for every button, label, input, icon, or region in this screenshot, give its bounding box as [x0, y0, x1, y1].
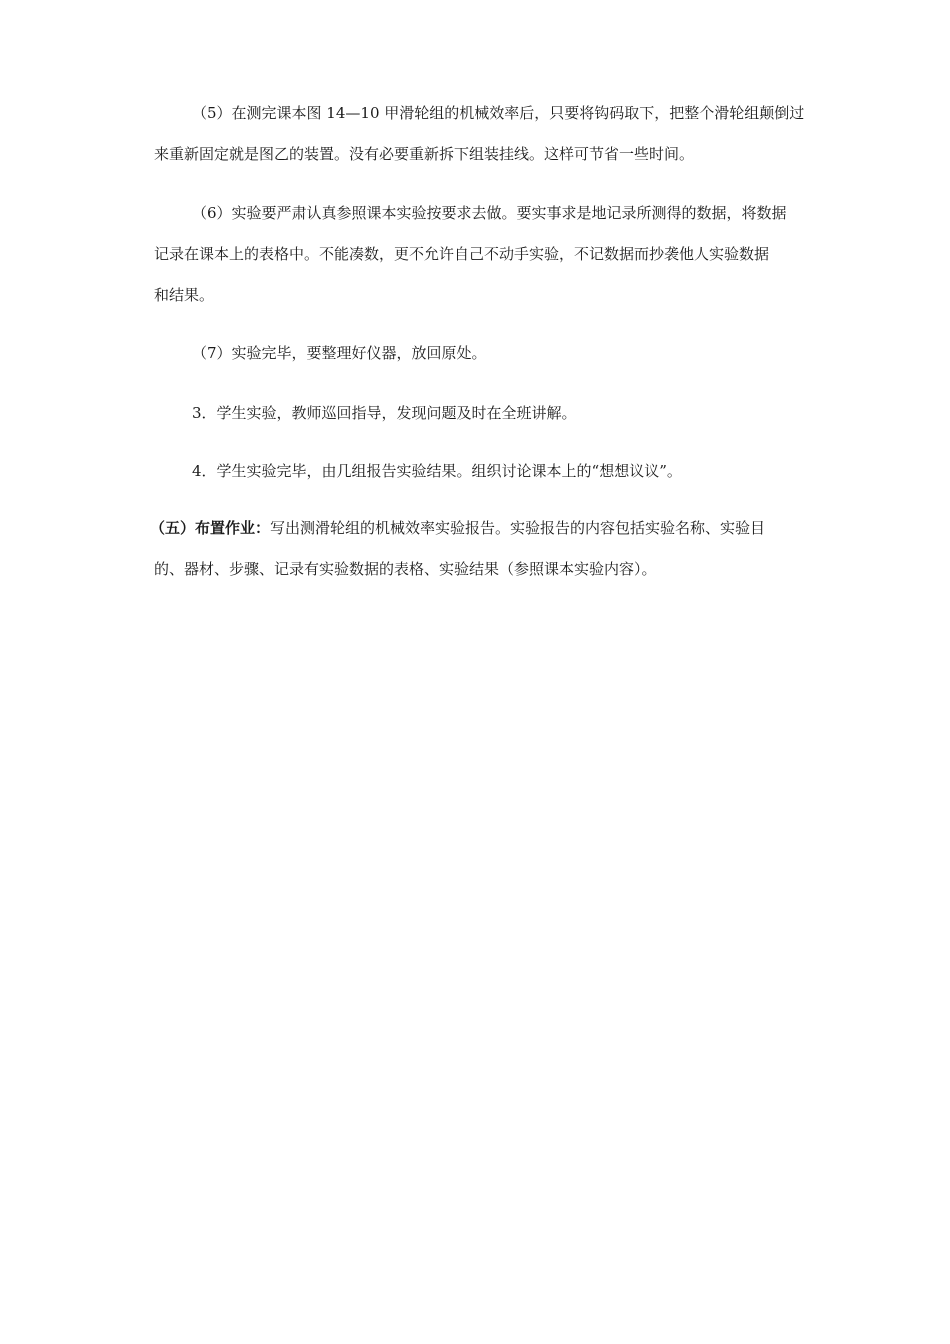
text-line: 3．学生实验，教师巡回指导，发现问题及时在全班讲解。 — [192, 404, 577, 422]
text-line: （6）实验要严肃认真参照课本实验按要求去做。要实事求是地记录所测得的数据，将数据 — [192, 204, 787, 222]
paragraph-step-5 — [154, 93, 854, 175]
paragraph-step-7 — [154, 333, 854, 374]
text-line: 4．学生实验完毕，由几组报告实验结果。组织讨论课本上的“想想议议”。 — [192, 462, 682, 480]
homework-heading: （五）布置作业： — [150, 519, 271, 537]
homework-section — [150, 508, 850, 590]
text-line: 和结果。 — [154, 286, 215, 304]
text-line: （5）在测完课本图 14—10 甲滑轮组的机械效率后，只要将钩码取下，把整个滑轮组颠倒过 — [192, 104, 805, 122]
text-line: 来重新固定就是图乙的装置。没有必要重新拆下组装挂线。这样可节省一些时间。 — [154, 145, 695, 163]
paragraph-item-4 — [154, 451, 854, 492]
text-line: （7）实验完毕，要整理好仪器，放回原处。 — [192, 344, 487, 362]
paragraph-step-6 — [154, 193, 854, 316]
text-line — [150, 508, 850, 549]
homework-text: 写出测滑轮组的机械效率实验报告。实验报告的内容包括实验名称、实验目 — [270, 519, 766, 537]
text-line: 的、器材、步骤、记录有实验数据的表格、实验结果（参照课本实验内容）。 — [154, 560, 657, 578]
paragraph-item-3 — [154, 393, 854, 434]
text-line: 记录在课本上的表格中。不能凑数，更不允许自己不动手实验，不记数据而抄袭他人实验数据 — [154, 245, 770, 263]
